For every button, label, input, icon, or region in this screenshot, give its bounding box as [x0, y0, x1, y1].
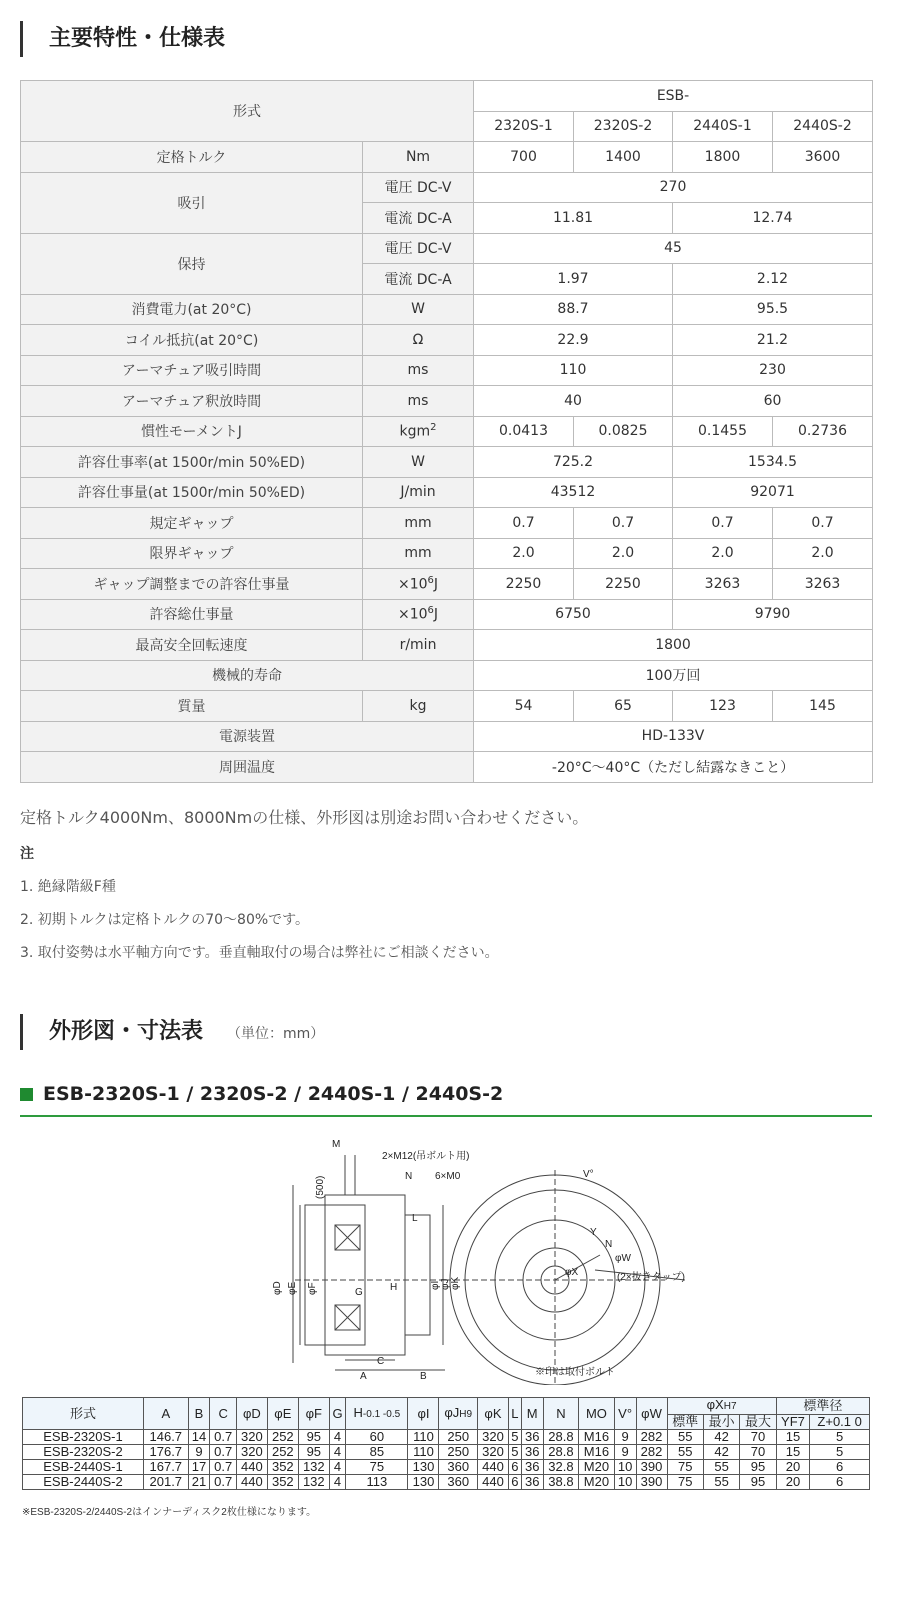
- row-attract-time: アーマチュア吸引時間 ms 110 230: [21, 355, 873, 386]
- dim-value-cell: M20: [579, 1460, 614, 1475]
- dim-value-cell: 146.7: [144, 1430, 189, 1445]
- dim-value-cell: 360: [439, 1475, 478, 1490]
- dim-value-cell: 20: [776, 1475, 810, 1490]
- dim-value-cell: 95: [740, 1475, 776, 1490]
- row-gap: 規定ギャップ mm 0.7 0.7 0.7 0.7: [21, 508, 873, 539]
- dim-value-cell: 6: [810, 1475, 870, 1490]
- dim-value-cell: 36: [521, 1445, 543, 1460]
- row-torque: 定格トルク Nm 700 1400 1800 3600: [21, 142, 873, 173]
- label-D: φD: [272, 1281, 283, 1295]
- label-m12: 2×M12(吊ボルト用): [382, 1151, 470, 1162]
- dim-value-cell: 5: [810, 1430, 870, 1445]
- dim-value-cell: 36: [521, 1460, 543, 1475]
- dim-value-cell: 55: [703, 1475, 739, 1490]
- row-hold-current: 電流 DC-A 1.97 2.12: [21, 264, 873, 295]
- dim-value-cell: 85: [346, 1445, 408, 1460]
- dim-value-cell: 4: [329, 1475, 345, 1490]
- intro-note: 定格トルク4000Nm、8000Nmの仕様、外形図は別途お問い合わせください。: [20, 808, 589, 827]
- dim-value-cell: 110: [408, 1430, 439, 1445]
- row-gap-work: ギャップ調整までの許容仕事量 $\times 10^6J$ 2250 2250 3263 3263: [21, 569, 873, 600]
- row-power: 消費電力(at 20°C) W 88.7 95.5: [21, 294, 873, 325]
- dim-value-cell: 0.7: [210, 1445, 236, 1460]
- row-total-work: 許容総仕事量 $\times 10^6J$ 6750 9790: [21, 599, 873, 630]
- label-G: G: [355, 1287, 363, 1298]
- dim-value-cell: 75: [667, 1475, 703, 1490]
- model-col: 2320S-1: [474, 111, 574, 142]
- model-col: 2440S-1: [673, 111, 773, 142]
- dimension-table: 形式 A B C φD φE φF G H-0.1 -0.5 φI φJH9 φK L M N MO V° φW φXH7 標準径 標準 最小 最大 YF7 Z+0.1 0 ESB-2320S-1 146.7 14 0.7 320 252 95 4 60 110 250 320 5 36 28.8 M16 9 282 55 42 70 15 5 ESB-2320S-2 176.7 9 0.7 320 252 95 4 85 110 250 320 5 36 28.8 M16 9 282 55 42 70 15 5 ESB-2440S-1 167.7 17 0.7 440 352 132 4 75 130 360 440 6 36 32.8 M20 10 390 75 55 95 20 6 ESB-2440S-2 201.7 21 0.7 440 352 132 4 113 130 360 440 6 36 38.8 M20 10 390 75 55 95 20 6: [22, 1397, 870, 1490]
- row-mass: 質量 kg 54 65 123 145: [21, 691, 873, 722]
- dim-value-cell: 21: [188, 1475, 210, 1490]
- label-N-front: N: [605, 1239, 613, 1250]
- label-V: V°: [583, 1169, 594, 1180]
- dim-value-cell: 17: [188, 1460, 210, 1475]
- spec-section-title: 主要特性・仕様表: [20, 21, 225, 57]
- dim-value-cell: 130: [408, 1475, 439, 1490]
- dim-value-cell: 10: [614, 1460, 636, 1475]
- dim-value-cell: 5: [810, 1445, 870, 1460]
- label-A: A: [360, 1371, 367, 1382]
- dim-value-cell: 4: [329, 1445, 345, 1460]
- dim-value-cell: 201.7: [144, 1475, 189, 1490]
- row-hold-voltage: 保持 電圧 DC-V 45: [21, 233, 873, 264]
- row-release-time: アーマチュア釈放時間 ms 40 60: [21, 386, 873, 417]
- label-B: B: [420, 1371, 427, 1382]
- dim-value-cell: 390: [636, 1460, 667, 1475]
- note-item: 2. 初期トルクは定格トルクの70～80%です。: [20, 912, 310, 928]
- outline-drawing: [255, 1135, 685, 1385]
- dim-value-cell: 28.8: [543, 1445, 579, 1460]
- note-item: 3. 取付姿勢は水平軸方向です。垂直軸取付の場合は弊社にご相談ください。: [20, 945, 499, 961]
- dim-value-cell: 4: [329, 1430, 345, 1445]
- label-H: H: [390, 1282, 398, 1293]
- label-bolt-note: ※印は取付ボルト: [535, 1367, 615, 1378]
- dim-value-cell: 32.8: [543, 1460, 579, 1475]
- dim-value-cell: 320: [477, 1445, 508, 1460]
- label-I: φI: [430, 1280, 441, 1290]
- dim-table-row: [23, 1430, 870, 1445]
- notes-heading: 注: [20, 846, 34, 862]
- dim-model-cell: ESB-2440S-1: [23, 1460, 144, 1475]
- row-max-speed: 最高安全回転速度 r/min 1800: [21, 630, 873, 661]
- dim-value-cell: 130: [408, 1460, 439, 1475]
- dim-value-cell: 320: [236, 1430, 267, 1445]
- dim-value-cell: 20: [776, 1460, 810, 1475]
- label-N: N: [405, 1171, 413, 1182]
- dim-table-row: [23, 1445, 870, 1460]
- dim-value-cell: 5: [508, 1430, 521, 1445]
- dim-value-cell: 352: [267, 1475, 298, 1490]
- dim-value-cell: 250: [439, 1445, 478, 1460]
- dim-value-cell: 5: [508, 1445, 521, 1460]
- dim-value-cell: 95: [740, 1460, 776, 1475]
- dim-value-cell: 9: [614, 1445, 636, 1460]
- dim-value-cell: 167.7: [144, 1460, 189, 1475]
- dim-value-cell: 10: [614, 1475, 636, 1490]
- dim-model-cell: ESB-2320S-1: [23, 1430, 144, 1445]
- dim-value-cell: 250: [439, 1430, 478, 1445]
- dim-value-cell: 42: [703, 1430, 739, 1445]
- dim-model-cell: ESB-2440S-2: [23, 1475, 144, 1490]
- dim-value-cell: 75: [667, 1460, 703, 1475]
- label-500: (500): [315, 1175, 326, 1199]
- dim-value-cell: M20: [579, 1475, 614, 1490]
- note-item: 1. 絶縁階級F種: [20, 879, 116, 895]
- dim-table-row: [23, 1475, 870, 1490]
- label-M: M: [332, 1139, 341, 1150]
- dim-value-cell: 252: [267, 1430, 298, 1445]
- dim-value-cell: 70: [740, 1445, 776, 1460]
- models-heading: ESB-2320S-1 / 2320S-2 / 2440S-1 / 2440S-2: [20, 1083, 872, 1117]
- dim-value-cell: 75: [346, 1460, 408, 1475]
- spec-header-label: 形式: [21, 81, 474, 142]
- dim-value-cell: 15: [776, 1430, 810, 1445]
- label-tap: (2×抜きタップ): [616, 1272, 685, 1283]
- dim-value-cell: 55: [667, 1445, 703, 1460]
- spec-table: [20, 80, 873, 783]
- row-life: 機械的寿命 100万回: [21, 660, 873, 691]
- row-pull-voltage: 吸引 電圧 DC-V 270: [21, 172, 873, 203]
- dim-value-cell: M16: [579, 1445, 614, 1460]
- dim-value-cell: 440: [477, 1460, 508, 1475]
- dim-value-cell: 6: [508, 1475, 521, 1490]
- dim-table-body: [23, 1430, 870, 1490]
- dim-value-cell: 4: [329, 1460, 345, 1475]
- dim-value-cell: 14: [188, 1430, 210, 1445]
- dim-value-cell: 38.8: [543, 1475, 579, 1490]
- green-square-icon: [20, 1088, 33, 1101]
- dim-value-cell: 110: [408, 1445, 439, 1460]
- row-limit-gap: 限界ギャップ mm 2.0 2.0 2.0 2.0: [21, 538, 873, 569]
- dim-value-cell: 320: [236, 1445, 267, 1460]
- label-E: φE: [287, 1281, 298, 1295]
- dim-value-cell: 390: [636, 1475, 667, 1490]
- dim-value-cell: 95: [298, 1445, 329, 1460]
- dim-value-cell: 6: [810, 1460, 870, 1475]
- dim-value-cell: 440: [236, 1460, 267, 1475]
- dim-value-cell: 282: [636, 1445, 667, 1460]
- dim-section-title: 外形図・寸法表 （単位：mm）: [20, 1014, 324, 1050]
- dim-value-cell: 55: [703, 1460, 739, 1475]
- dim-value-cell: 36: [521, 1430, 543, 1445]
- row-power-unit: 電源装置 HD-133V: [21, 721, 873, 752]
- label-m0: 6×M0: [435, 1171, 461, 1182]
- dim-footnote: ※ESB-2320S-2/2440S-2はインナーディスク2枚仕様になります。: [22, 1507, 317, 1518]
- dim-value-cell: 6: [508, 1460, 521, 1475]
- dim-value-cell: 440: [477, 1475, 508, 1490]
- dim-value-cell: 9: [614, 1430, 636, 1445]
- dim-value-cell: 360: [439, 1460, 478, 1475]
- dim-value-cell: 55: [667, 1430, 703, 1445]
- dim-value-cell: 320: [477, 1430, 508, 1445]
- dim-value-cell: 0.7: [210, 1475, 236, 1490]
- dim-value-cell: 352: [267, 1460, 298, 1475]
- dim-value-cell: 176.7: [144, 1445, 189, 1460]
- dim-value-cell: 28.8: [543, 1430, 579, 1445]
- label-Y: Y: [590, 1227, 597, 1238]
- row-ambient: 周囲温度 -20°C～40°C（ただし結露なきこと）: [21, 752, 873, 783]
- model-col: 2320S-2: [574, 111, 673, 142]
- dim-value-cell: 36: [521, 1475, 543, 1490]
- dim-value-cell: 113: [346, 1475, 408, 1490]
- label-X: φX: [565, 1267, 579, 1278]
- label-K: φK: [450, 1276, 461, 1290]
- dim-value-cell: 252: [267, 1445, 298, 1460]
- dim-value-cell: M16: [579, 1430, 614, 1445]
- dim-value-cell: 440: [236, 1475, 267, 1490]
- row-inertia: 慣性モーメントJ kgm$^2$ 0.0413 0.0825 0.1455 0.2736: [21, 416, 873, 447]
- label-F: φF: [307, 1282, 318, 1295]
- row-resistance: コイル抵抗(at 20°C) Ω 22.9 21.2: [21, 325, 873, 356]
- row-work-amount: 許容仕事量(at 1500r/min 50%ED) J/min 43512 92071: [21, 477, 873, 508]
- label-L: L: [412, 1213, 418, 1224]
- label-W: φW: [615, 1253, 631, 1264]
- dim-value-cell: 70: [740, 1430, 776, 1445]
- dim-value-cell: 282: [636, 1430, 667, 1445]
- row-pull-current: 電流 DC-A 11.81 12.74: [21, 203, 873, 234]
- dim-model-cell: ESB-2320S-2: [23, 1445, 144, 1460]
- dim-value-cell: 42: [703, 1445, 739, 1460]
- dim-value-cell: 0.7: [210, 1430, 236, 1445]
- label-C: C: [377, 1356, 385, 1367]
- dim-table-row: [23, 1460, 870, 1475]
- row-work-rate: 許容仕事率(at 1500r/min 50%ED) W 725.2 1534.5: [21, 447, 873, 478]
- dim-value-cell: 60: [346, 1430, 408, 1445]
- dim-value-cell: 9: [188, 1445, 210, 1460]
- dim-value-cell: 15: [776, 1445, 810, 1460]
- label-J: φJ: [440, 1278, 451, 1290]
- dim-value-cell: 132: [298, 1460, 329, 1475]
- model-col: 2440S-2: [773, 111, 873, 142]
- dim-value-cell: 0.7: [210, 1460, 236, 1475]
- dim-value-cell: 95: [298, 1430, 329, 1445]
- series-label: ESB-: [474, 81, 873, 112]
- dim-value-cell: 132: [298, 1475, 329, 1490]
